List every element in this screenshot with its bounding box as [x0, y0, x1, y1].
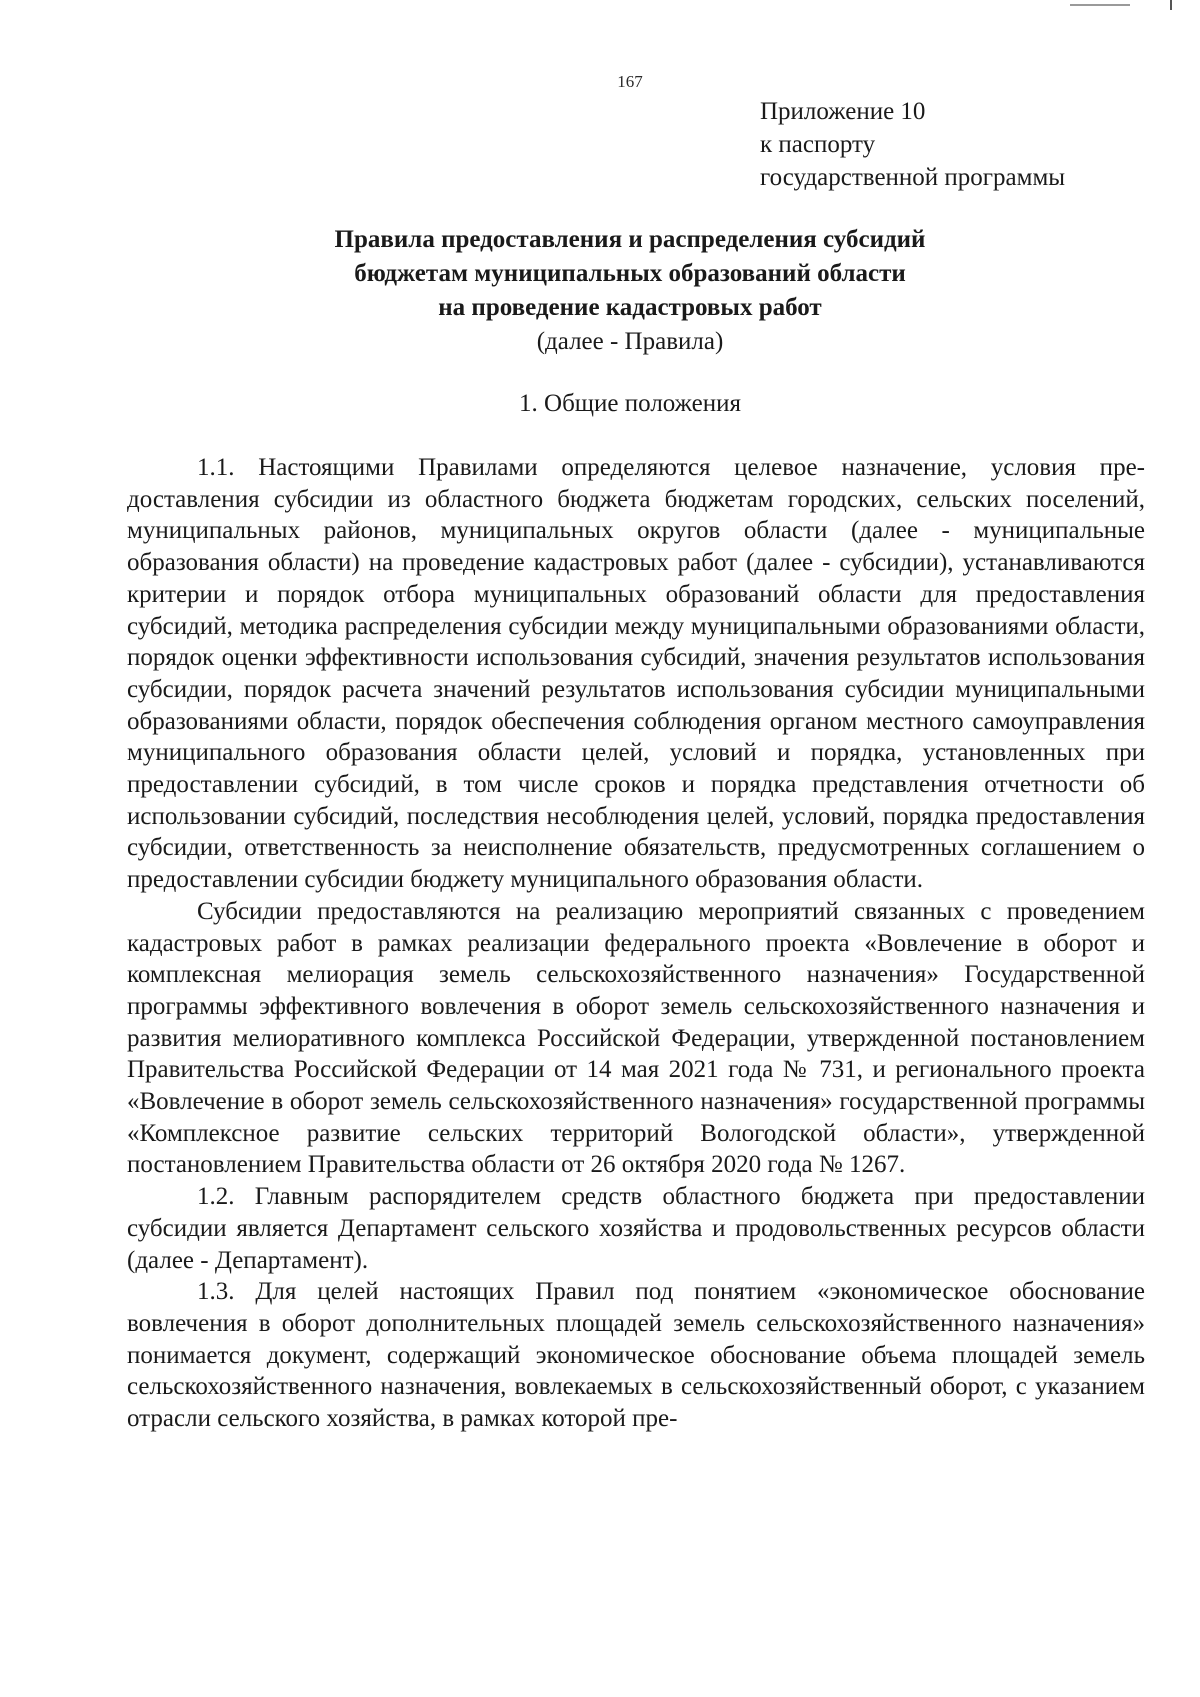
title-line: на проведение кадастровых работ: [438, 294, 822, 321]
appendix-header: [760, 95, 1160, 194]
section-heading: 1. Общие положения: [519, 390, 741, 417]
title-line: бюджетам муниципальных образований области: [354, 260, 906, 287]
paragraph: 1.3. Для целей настоящих Правил под понятием «экономическое обоснование вовлечения в оборот дополнительных площадей земель сельскохозяйственного назначения» понимается документ, содержащий экономическое обоснование объема площадей земель сельскохозяйственного назначения, вовлекаемых в сельскохозяйственный оборот, с указанием отрасли сельского хозяйства, в рамках которой пре-: [127, 1278, 1145, 1433]
title-subline: (далее - Правила): [536, 328, 724, 355]
appendix-line: государственной программы: [760, 164, 1066, 191]
paragraph: 1.2. Главным распорядителем средств областного бюджета при предоставлении субсидии является Департамент сельского хозяйства и продовольственных ресурсов области (далее - Департамент).: [127, 1183, 1145, 1274]
page-number: 167: [617, 72, 643, 91]
paragraph: Субсидии предоставляются на реализацию мероприятий связанных с проведением кадастровых работ в рамках реализации федерального проекта «Вовлечение в оборот и комплексная мелиорация земель сельскохозяйственного назначения» Государственной программы эффективного вовлечения в оборот земель сельскохозяйственного назначения и развития мелиоративного комплекса Российской Федерации, утвержденной постановлением Правительства Российской Федерации от 14 мая 2021 года № 731, и регионального проекта «Вовлечение в оборот земель сельскохозяйственного назначения» государственной программы «Комплексное развитие сельских территорий Вологодской области», утвержденной постановлением Правительства области от 26 октября 2020 года № 1267.: [127, 897, 1145, 1179]
document-title: [140, 223, 1120, 359]
title-line: Правила предоставления и распределения субсидий: [334, 226, 926, 253]
scan-mark: [1170, 0, 1172, 10]
appendix-line: к паспорту: [760, 131, 876, 158]
scan-mark: [1070, 4, 1130, 6]
appendix-line: Приложение 10: [760, 98, 926, 125]
paragraph: 1.1. Настоящими Правилами определяются целевое назначение, условия предоставления субсидии из областного бюджета бюджетам городских, сельских поселений, муниципальных районов, муниципальных округов области (далее - муниципальные образования области) на проведение кадастровых работ (далее - субсидии), устанавливаются критерии и порядок отбора муниципальных образований области для предоставления субсидий, методика распределения субсидии между муниципальными образованиями области, порядок оценки эффективности использования субсидий, значения результатов использования субсидии, порядок расчета значений результатов использования субсидии муниципальными образованиями области, порядок обеспечения соблюдения органом местного самоуправления муниципального образования области целей, условий и порядка, установленных при предоставлении субсидий, в том числе сроков и порядка представления отчетности об использовании субсидий, последствия несоблюдения целей, условий, порядка предоставления субсидии, ответственность за неисполнение обязательств, предусмотренных соглашением о предоставлении субсидии бюджету муниципального образования области.: [127, 454, 1145, 894]
body-text: [127, 452, 1145, 1435]
